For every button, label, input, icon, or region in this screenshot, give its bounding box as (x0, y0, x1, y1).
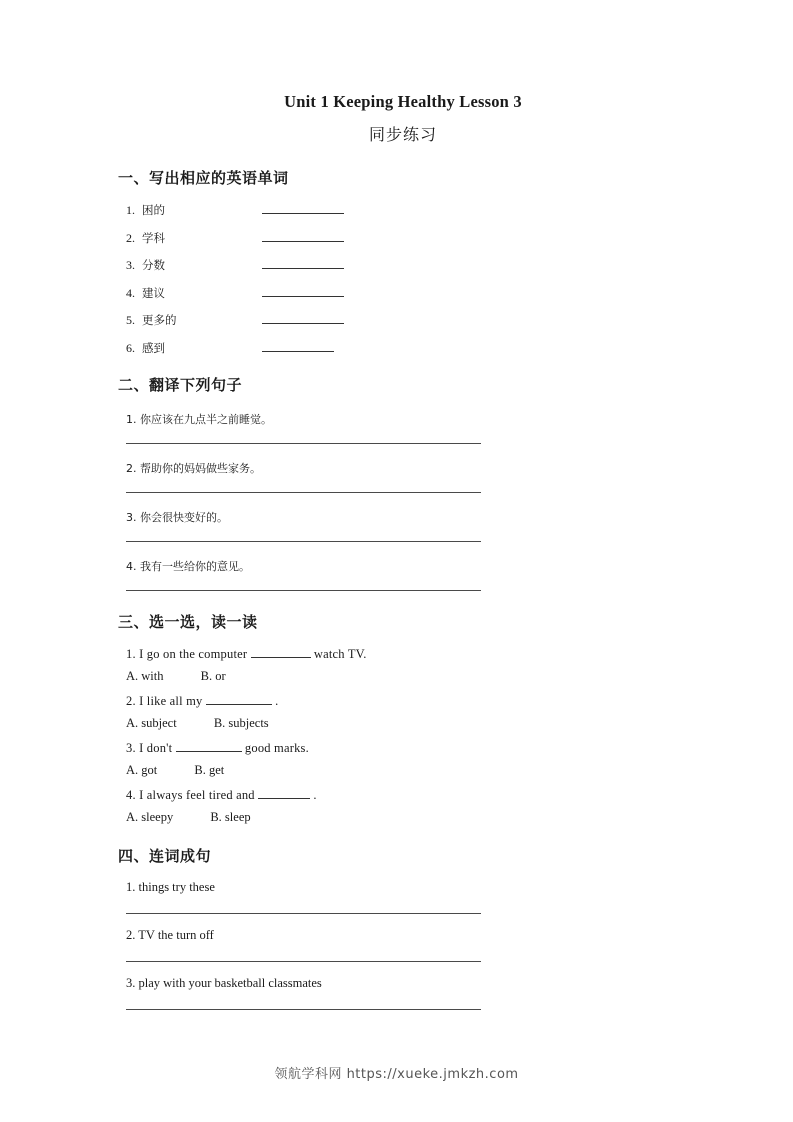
list-item (126, 787, 678, 803)
answer-blank[interactable] (262, 202, 344, 214)
page-title: Unit 1 Keeping Healthy Lesson 3 (284, 92, 522, 111)
answer-line[interactable] (126, 590, 481, 591)
list-item: 2. 帮助你的妈妈做些家务。 (126, 462, 261, 475)
list-item (126, 693, 678, 709)
section-heading-translate: 二、翻译下列句子 (118, 376, 243, 394)
answer-line[interactable] (126, 961, 481, 962)
page-subtitle: 同步练习 (368, 125, 437, 144)
list-item: 3. play with your basketball classmates (126, 976, 322, 990)
question-text-post: watch TV. (313, 647, 367, 661)
option-b[interactable]: B. or (200, 669, 226, 683)
choice-options (126, 669, 678, 684)
list-item (126, 740, 678, 756)
unscramble-list (118, 880, 678, 1010)
list-item: 3. 你会很快变好的。 (126, 511, 228, 524)
translate-list (118, 409, 678, 591)
option-b[interactable]: B. sleep (210, 810, 251, 824)
question-text-pre: 2. I like all my (126, 694, 203, 708)
answer-blank[interactable] (262, 230, 344, 242)
answer-line[interactable] (126, 1009, 481, 1010)
option-b[interactable]: B. subjects (213, 716, 269, 730)
answer-blank[interactable] (251, 646, 311, 658)
item-number: 4. (126, 285, 135, 300)
answer-blank[interactable] (176, 740, 242, 752)
item-word: 感到 (142, 340, 165, 355)
question-text-post: . (313, 788, 317, 802)
option-a[interactable]: A. got (126, 763, 158, 777)
option-a[interactable]: A. sleepy (126, 810, 174, 824)
answer-line[interactable] (126, 492, 481, 493)
list-item (126, 285, 678, 300)
vocabulary-list (126, 202, 678, 354)
list-item: 4. 我有一些给你的意见。 (126, 560, 250, 573)
item-word: 建议 (142, 285, 165, 300)
list-item: 1. things try these (126, 880, 215, 894)
answer-line[interactable] (126, 443, 481, 444)
item-number: 2. (126, 230, 135, 245)
choice-options (126, 810, 678, 825)
question-text-pre: 4. I always feel tired and (126, 788, 255, 802)
choice-list (118, 646, 678, 825)
section-heading-vocabulary: 一、写出相应的英语单词 (118, 169, 289, 187)
option-a[interactable]: A. subject (126, 716, 177, 730)
question-text-post: good marks. (244, 741, 309, 755)
question-text-pre: 1. I go on the computer (126, 647, 248, 661)
choice-options (126, 763, 678, 778)
list-item (126, 230, 678, 245)
item-number: 5. (126, 313, 135, 327)
item-word: 学科 (142, 230, 165, 245)
answer-blank[interactable] (258, 787, 310, 799)
section-heading-unscramble: 四、连词成句 (118, 847, 212, 865)
list-item (126, 312, 678, 327)
list-item (126, 646, 678, 662)
list-item: 2. TV the turn off (126, 928, 214, 942)
answer-blank[interactable] (262, 312, 344, 324)
question-text-post: . (275, 694, 279, 708)
option-a[interactable]: A. with (126, 669, 164, 683)
item-word: 困的 (142, 203, 165, 217)
item-number: 3. (126, 258, 135, 272)
item-word: 更多的 (142, 313, 177, 327)
answer-blank[interactable] (262, 285, 344, 297)
section-heading-choice: 三、选一选，读一读 (118, 613, 258, 631)
list-item: 1. 你应该在九点半之前睡觉。 (126, 413, 272, 426)
answer-line[interactable] (126, 913, 481, 914)
question-text-pre: 3. I don't (126, 741, 173, 755)
item-number: 6. (126, 340, 135, 355)
answer-blank[interactable] (206, 693, 272, 705)
answer-blank[interactable] (262, 340, 334, 352)
answer-line[interactable] (126, 541, 481, 542)
footer-text: 领航学科网 https://xueke.jmkzh.com (274, 1067, 519, 1082)
list-item (126, 340, 678, 355)
list-item (126, 257, 678, 272)
item-word: 分数 (142, 258, 165, 272)
answer-blank[interactable] (262, 257, 344, 269)
footer-watermark (0, 1063, 793, 1082)
choice-options (126, 716, 678, 731)
document-content (118, 92, 678, 1024)
option-b[interactable]: B. get (194, 763, 225, 777)
item-number: 1. (126, 203, 135, 217)
list-item (126, 202, 678, 217)
